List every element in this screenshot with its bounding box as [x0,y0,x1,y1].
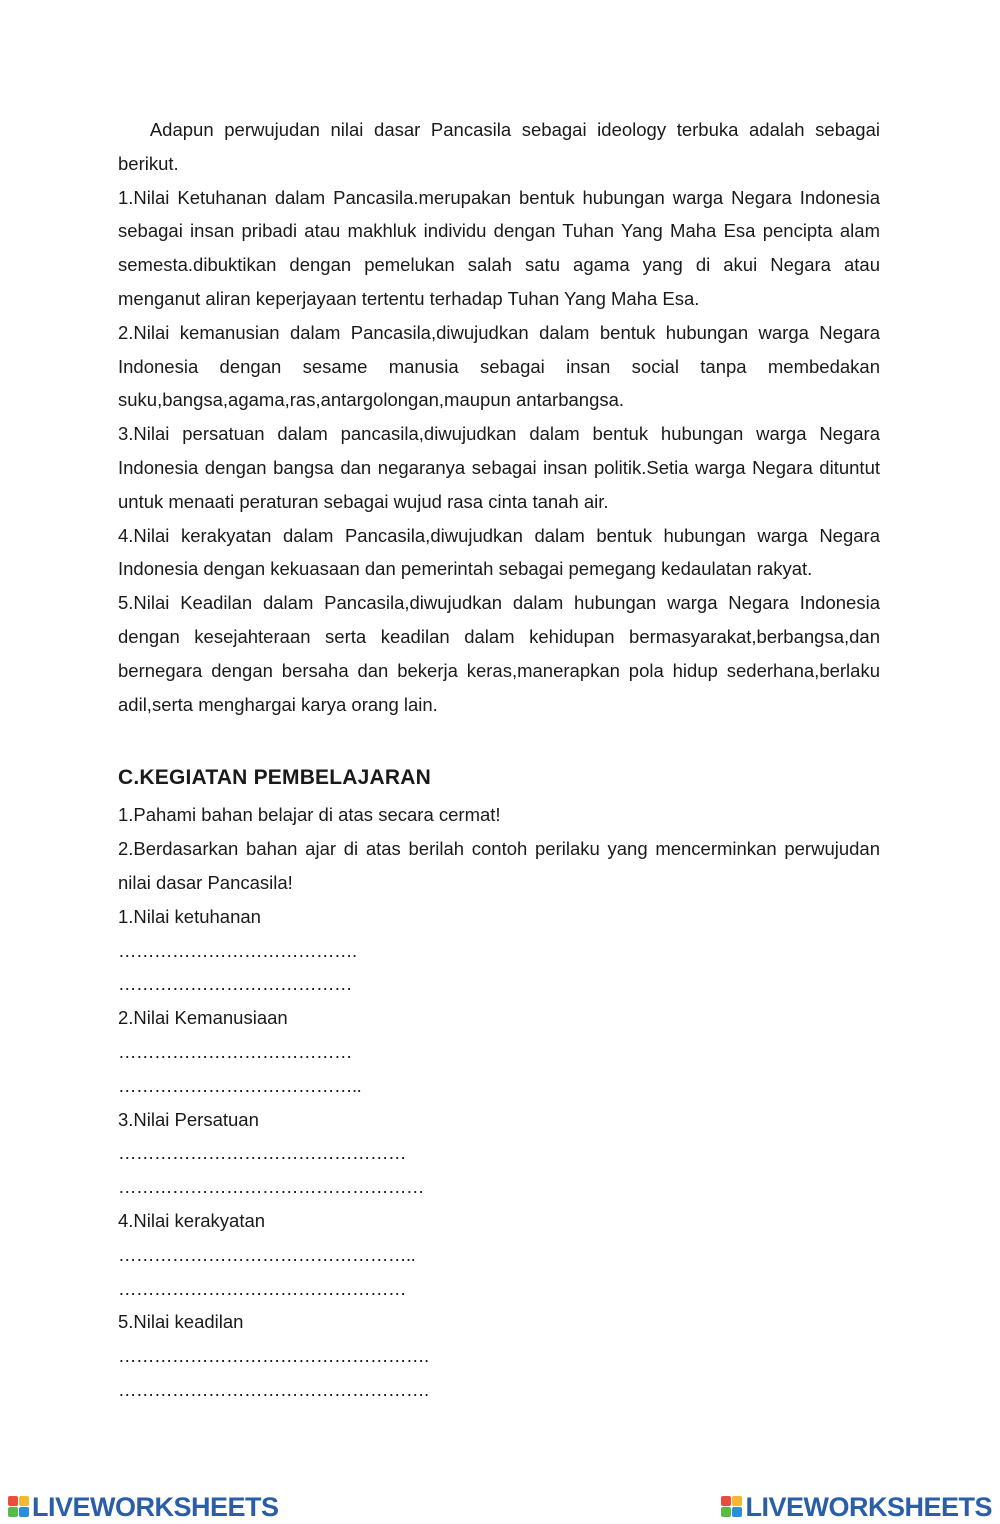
liveworksheets-logo-icon [8,1496,30,1518]
logo-text: LIVEWORKSHEETS [32,1492,279,1522]
logo-square-yellow [732,1496,742,1506]
logo-square-blue [732,1507,742,1517]
logo-text: LIVEWORKSHEETS [745,1492,992,1522]
answer-field[interactable]: ………………………………………….. [118,1243,416,1265]
answer-field[interactable]: ………………………………………… [118,1277,406,1299]
logo-square-yellow [19,1496,29,1506]
value-persatuan-paragraph: 3.Nilai persatuan dalam pancasila,diwujudkan dalam bentuk hubungan warga Negara Indonesia dengan bangsa dan negaranya sebagai insan politik.Setia warga Negara dituntut untuk menaati peraturan sebagai wujud rasa cinta tanah air. [118,423,886,512]
liveworksheets-logo-icon [721,1496,743,1518]
answer-field[interactable]: ………………………………….. [118,1074,362,1096]
logo-square-red [8,1496,18,1506]
value-kemanusiaan-paragraph: 2.Nilai kemanusian dalam Pancasila,diwujudkan dalam bentuk hubungan warga Negara Indonesia dengan sesame manusia sebagai insan social tanpa membedakan suku,bangsa,agama,ras,antargolongan,maupun antarbangsa. [118,321,886,411]
instruction-1: 1.Pahami bahan belajar di atas secara cermat! [118,804,501,826]
answer-field[interactable]: ………………………………………… [118,1142,406,1164]
answer-field[interactable]: ……………………………………………. [118,1378,429,1400]
logo-square-blue [19,1507,29,1517]
item-label-keadilan: 5.Nilai keadilan [118,1311,244,1333]
item-label-kerakyatan: 4.Nilai kerakyatan [118,1209,266,1231]
answer-field[interactable]: ……………………………………………. [118,1345,429,1367]
answer-field[interactable]: …………………………………………… [118,1176,424,1198]
value-keadilan-paragraph: 5.Nilai Keadilan dalam Pancasila,diwujudkan dalam hubungan warga Negara Indonesia dengan kesejahteraan serta keadilan dalam kehidupan bermasyarakat,berbangsa,dan bernegara dengan bersaha dan bekerja keras,manerapkan pola hidup sederhana,berlaku adil,serta menghargai karya orang lain. [118,592,886,715]
instruction-2: 2.Berdasarkan bahan ajar di atas berilah contoh perilaku yang mencerminkan perwujudan nilai dasar Pancasila! [118,838,886,893]
value-ketuhanan-paragraph: 1.Nilai Ketuhanan dalam Pancasila.merupakan bentuk hubungan warga Negara Indonesia sebagai insan pribadi atau makhluk individu dengan Tuhan Yang Maha Esa pencipta alam semesta.dibuktikan dengan pemelukan salah satu agama yang di akui Negara atau menganut aliran keperjayaan tertentu terhadap Tuhan Yang Maha Esa. [118,186,886,309]
answer-field[interactable]: ………………………………… [118,1040,352,1062]
logo-square-red [721,1496,731,1506]
logo-square-green [721,1507,731,1517]
item-label-persatuan: 3.Nilai Persatuan [118,1108,259,1130]
item-label-kemanusiaan: 2.Nilai Kemanusiaan [118,1007,288,1029]
item-label-ketuhanan: 1.Nilai ketuhanan [118,905,261,927]
intro-paragraph: Adapun perwujudan nilai dasar Pancasila sebagai ideology terbuka adalah sebagai berikut. [118,119,886,174]
section-heading: C.KEGIATAN PEMBELAJARAN [118,766,431,790]
footer-logo-left [8,1490,279,1524]
value-kerakyatan-paragraph: 4.Nilai kerakyatan dalam Pancasila,diwujudkan dalam bentuk hubungan warga Negara Indonesia dengan kekuasaan dan pemerintah sebagai pemegang kedaulatan rakyat. [118,524,886,580]
footer-logo-right [721,1490,992,1524]
worksheet-page [118,113,886,1407]
answer-field[interactable]: …………………………………. [118,939,357,961]
answer-field[interactable]: ………………………………… [118,973,352,995]
logo-square-green [8,1507,18,1517]
